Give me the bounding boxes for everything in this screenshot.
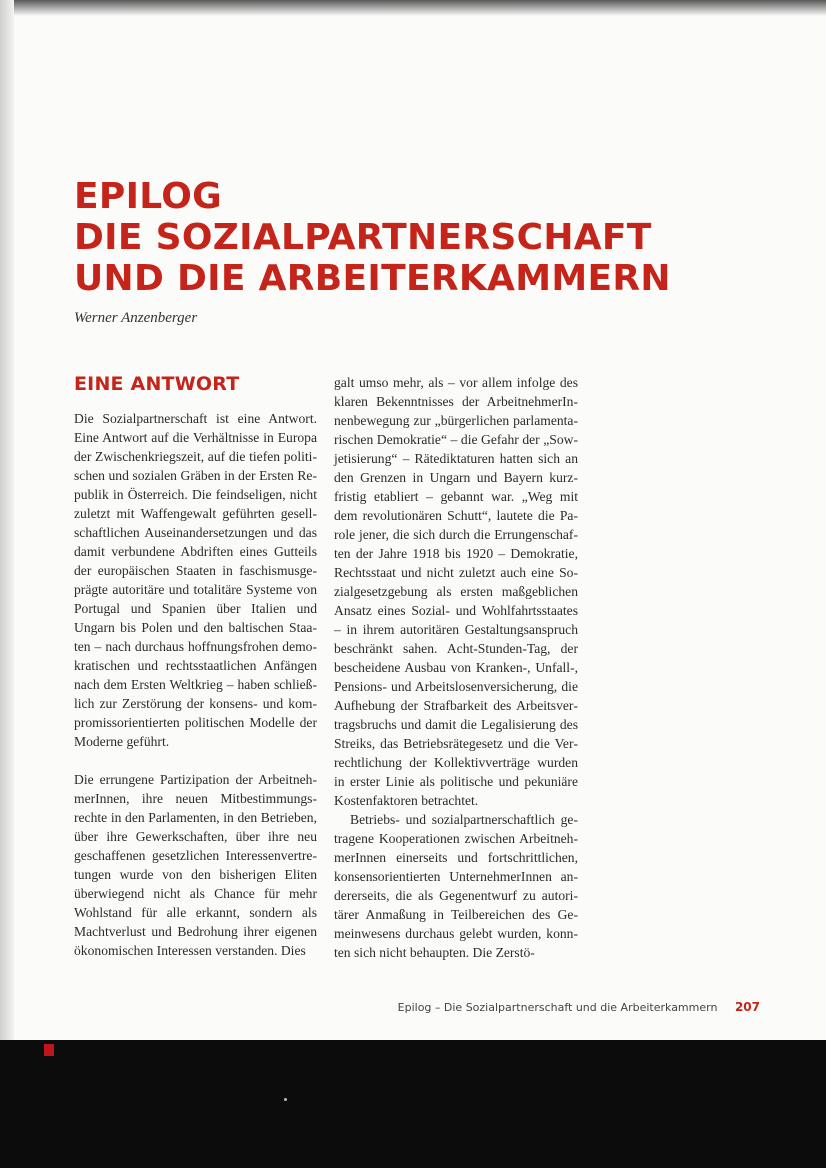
chapter-title-line-3: UND DIE ARBEITERKAMMERN — [74, 258, 671, 299]
chapter-title-line-1: EPILOG — [74, 176, 222, 217]
paragraph: Die errungene Partizipation der ArbeitnehmerInnen, ihre neuen Mitbestimmungsrechte in den Parlamenten, in den Betrieben, über ihre Gewerkschaften, über ihre neu geschaffenen gesetzlichen Interessenvertretungen wurde von den bisherigen Eliten überwiegend nicht als Chance für mehr Wohlstand für alle erkannt, sondern als Machtverlust und Bedrohung ihrer eigenen ökonomischen Interessen verstanden. Dies — [74, 772, 317, 958]
page-footer — [398, 1000, 760, 1014]
scan-background — [0, 1040, 826, 1168]
text-column-right — [334, 373, 578, 962]
section-heading: EINE ANTWORT — [74, 373, 240, 395]
bookmark-ribbon — [44, 1044, 54, 1056]
page-number: 207 — [734, 1000, 760, 1014]
chapter-title — [74, 176, 694, 299]
running-title: Epilog – Die Sozialpartnerschaft und die Arbeiterkammern — [397, 1001, 718, 1014]
paragraph: Die Sozialpartnerschaft ist eine Antwort. Eine Antwort auf die Verhältnisse in Europa der Zwischenkriegszeit, auf die tiefen politischen und sozialen Gräben in der Ersten Republik in Österreich. Die feindseligen, nicht zuletzt mit Waffengewalt geführten gesellschaftlichen Auseinandersetzungen und das damit verbundene Abdriften eines Gutteils der europäischen Staaten in faschismusgeprägte autoritäre und totalitäre Systeme von Portugal und Spanien über Italien und Ungarn bis Polen und den baltischen Staaten – nach durchaus hoffnungsfrohen demokratischen und rechtsstaatlichen Anfängen nach dem Ersten Weltkrieg – haben schließlich zur Zerstörung der konsens- und kompromissorientierten politischen Modelle der Moderne geführt. — [74, 411, 317, 749]
page-top-shadow — [0, 0, 826, 16]
author-name: Werner Anzenberger — [74, 310, 198, 326]
paragraph: galt umso mehr, als – vor allem infolge des klaren Bekenntnisses der ArbeitnehmerInnenbewegung zur „bürgerlichen parlamentarischen Demokratie“ – die Gefahr der „Sowjetisierung“ – Rätediktaturen hatten sich an den Grenzen in Ungarn und Bayern kurzfristig etabliert – gebannt war. „Weg mit dem revolutionären Schutt“, lautete die Parole jener, die sich durch die Errungenschaften der Jahre 1918 bis 1920 – Demokratie, Rechtsstaat und nicht zuletzt auch eine Sozialgesetzgebung als ersten maßgeblichen Ansatz eines Sozial- und Wohlfahrtsstaates – in ihrem autoritären Gestaltungsanspruch beschränkt sahen. Acht-Stunden-Tag, der bescheidene Ausbau von Kranken-, Unfall-, Pensions- und Arbeitslosenversicherung, die Aufhebung der Strafbarkeit des Arbeitsvertragsbruchs und damit die Legalisierung des Streiks, das Betriebsrätegesetz und die Verrechtlichung der Kollektivverträge wurden in erster Linie als politische und pekuniäre Kostenfaktoren betrachtet. — [334, 375, 578, 808]
dust-speck — [284, 1098, 287, 1101]
paragraph: Betriebs- und sozialpartnerschaftlich getragene Kooperationen zwischen ArbeitnehmerInnen einerseits und fortschrittlichen, konsensorientierten UnternehmerInnen andererseits, die als Gegenentwurf zu autoritärer Anmaßung in Teilbereichen des Gemeinwesens durchaus gelebt wurden, konnten sich nicht behaupten. Die Zerstö- — [334, 812, 578, 960]
page-spine-shadow — [0, 0, 14, 1046]
chapter-title-line-2: DIE SOZIALPARTNERSCHAFT — [74, 217, 652, 258]
text-column-left — [74, 409, 317, 960]
